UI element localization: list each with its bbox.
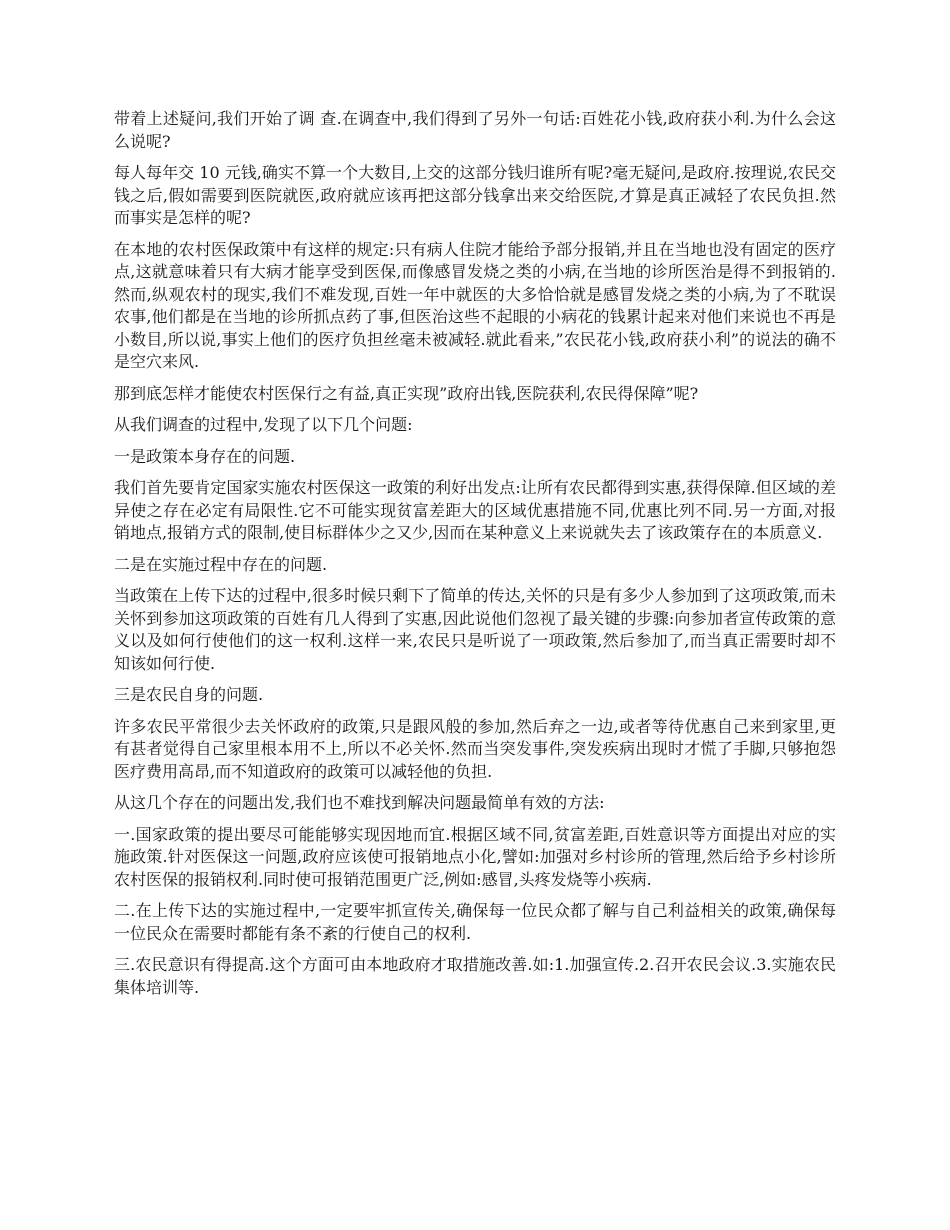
paragraph-solutions-intro: 从这几个存在的问题出发,我们也不难找到解决问题最简单有效的方法: [114,793,605,812]
heading-problem-1: 一是政策本身存在的问题. [114,446,296,466]
paragraph-fee: 每人每年交 10 元钱,确实不算一个大数目,上交的这部分钱归谁所有呢?毫无疑问,是政府.按理说,农民交钱之后,假如需要到医院就医,政府就应该再把这部分钱拿出来交给医院,才算是真正减轻了农民负担.然而事实是怎样的呢? [114,163,836,227]
paragraph-local-policy: 在本地的农村医保政策中有这样的规定:只有病人住院才能给予部分报销,并且在当地也没有固定的医疗点,这就意味着只有大病才能享受到医保,而像感冒发烧之类的小病,在当地的诊所医治是得不到报销的.然而,纵观农村的现实,我们不难发现,百姓一年中就医的大多恰恰就是感冒发烧之类的小病,为了不耽误农事,他们都是在当地的诊所抓点药了事,但医治这些不起眼的小病花的钱累计起来对他们来说也不再是小数目,所以说,事实上他们的医疗负担丝毫未被减轻.就此看来,”农民花小钱,政府获小利”的说法的确不是空穴来风. [114,239,836,371]
paragraph-solution-3: 三.农民意识有得提高.这个方面可由本地政府才取措施改善.如:1.加强宣传.2.召开农民会议.3.实施农民集体培训等. [114,955,836,997]
paragraph-problem-3: 许多农民平常很少去关怀政府的政策,只是跟风般的参加,然后弃之一边,或者等待优惠自己来到家里,更有甚者觉得自己家里根本用不上,所以不必关怀.然而当突发事件,突发疾病出现时才慌了手脚,只够抱怨医疗费用高昂,而不知道政府的政策可以减轻他的负担. [114,716,836,781]
document-body [114,108,836,1008]
paragraph-problem-1: 我们首先要肯定国家实施农村医保这一政策的利好出发点:让所有农民都得到实惠,获得保障.但区域的差异使之存在必定有局限性.它不可能实现贫富差距大的区域优惠措施不同,优惠比列不同.另一方面,对报销地点,报销方式的限制,使目标群体少之又少,因而在某种意义上来说就失去了该政策存在的本质意义. [114,478,836,542]
paragraph-solution-1: 一.国家政策的提出要尽可能能够实现因地而宜.根据区域不同,贫富差距,百姓意识等方面提出对应的实施政策.针对医保这一问题,政府应该使可报销地点小化,譬如:加强对乡村诊所的管理,然后给予乡村诊所农村医保的报销权利.同时使可报销范围更广泛,例如:感冒,头疼发烧等小疾病. [114,824,836,889]
paragraph-problems-intro: 从我们调查的过程中,发现了以下几个问题: [114,415,413,434]
heading-problem-3: 三是农民自身的问题. [114,685,264,704]
heading-problem-2: 二是在实施过程中存在的问题. [114,554,328,574]
paragraph-how-to: 那到底怎样才能使农村医保行之有益,真正实现”政府出钱,医院获利,农民得保障”呢? [114,383,699,403]
paragraph-intro-question: 带着上述疑问,我们开始了调 查.在调查中,我们得到了另外一句话:百姓花小钱,政府获小利.为什么会这么说呢? [114,109,836,151]
paragraph-problem-2: 当政策在上传下达的过程中,很多时候只剩下了简单的传达,关怀的只是有多少人参加到了这项政策,而未关怀到参加这项政策的百姓有几人得到了实惠,因此说他们忽视了最关键的步骤:向参加者宣传政策的意义以及如何行使他们的这一权利.这样一来,农民只是听说了一项政策,然后参加了,而当真正需要时却不知该如何行使. [114,586,836,673]
paragraph-solution-2: 二.在上传下达的实施过程中,一定要牢抓宣传关,确保每一位民众都了解与自己利益相关的政策,确保每一位民众在需要时都能有条不紊的行使自己的权利. [114,901,836,943]
